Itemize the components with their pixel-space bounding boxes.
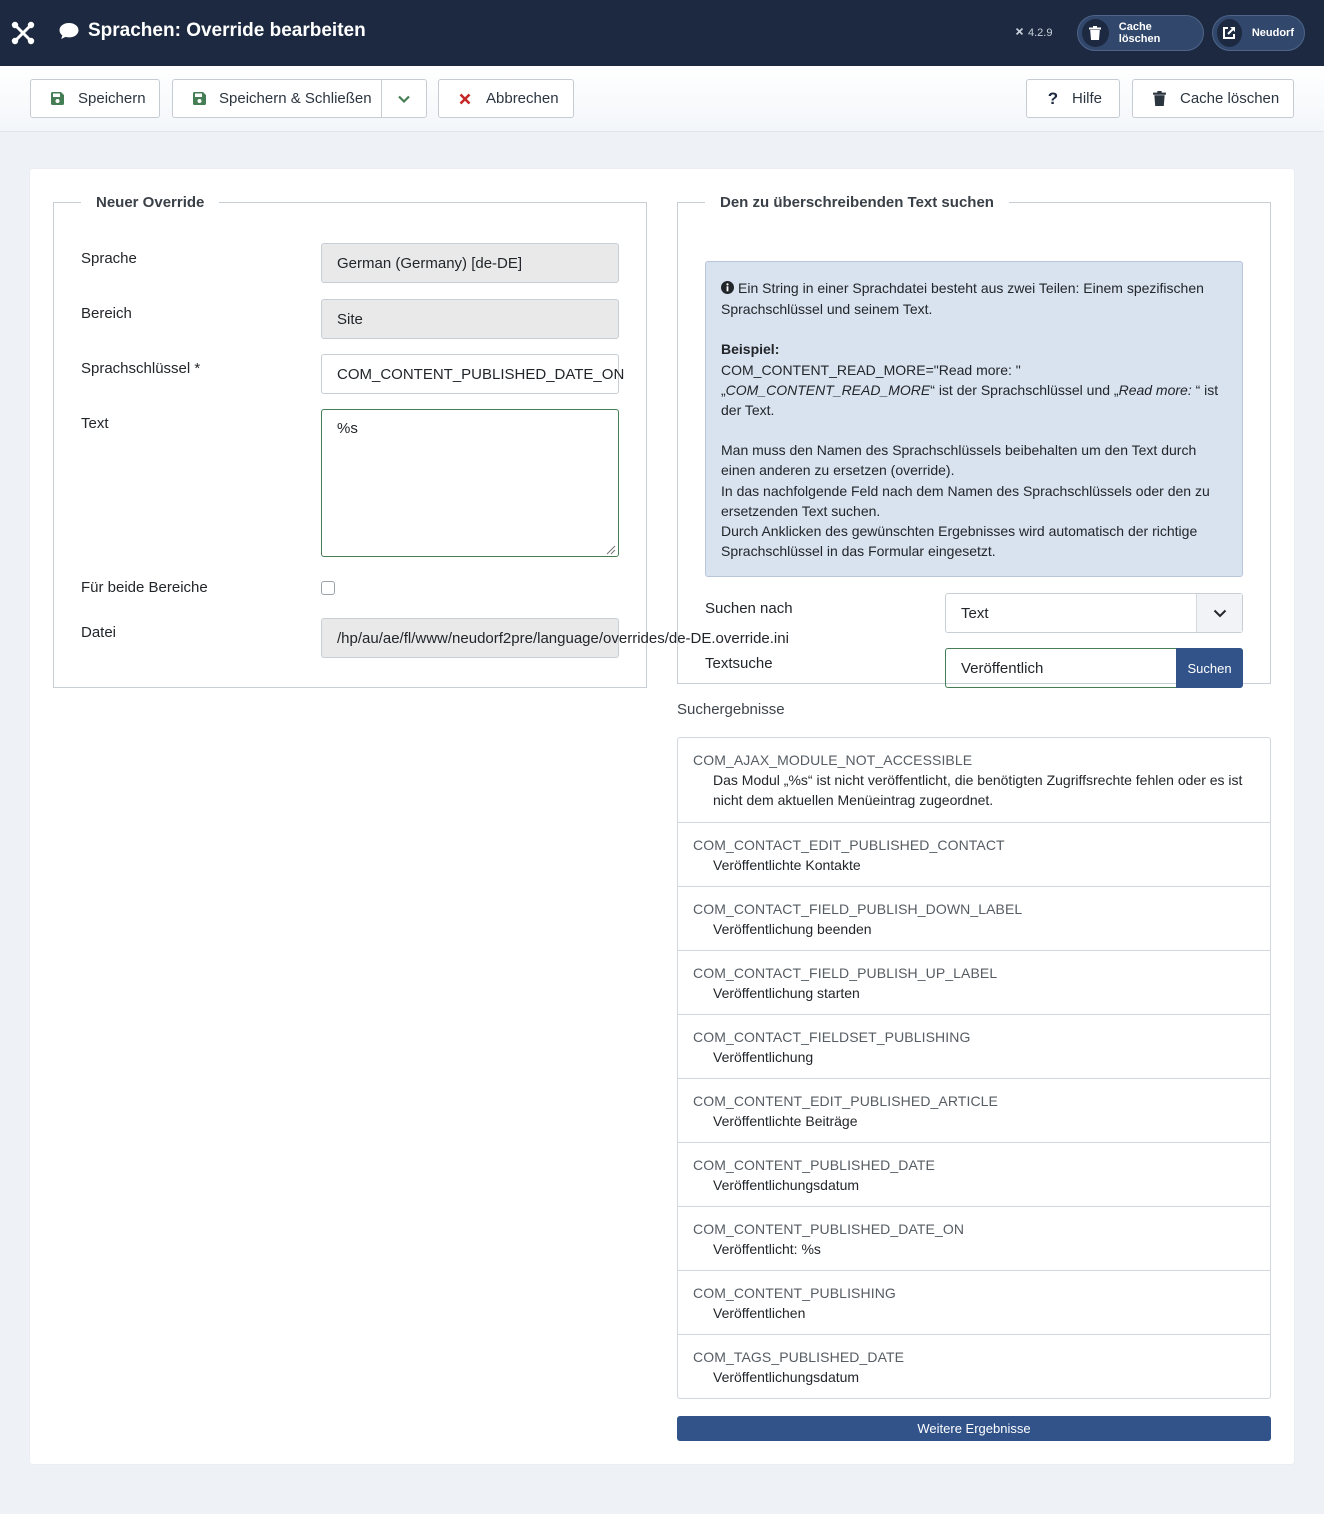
result-key: COM_CONTENT_PUBLISHED_DATE_ON — [693, 1221, 965, 1237]
text-label: Text — [81, 415, 109, 432]
chevron-down-icon — [1196, 594, 1242, 632]
result-text: Veröffentlichte Kontakte — [713, 857, 861, 873]
key-label: Sprachschlüssel * — [81, 360, 201, 377]
language-label: Sprache — [81, 250, 137, 267]
trash-icon — [1082, 19, 1109, 47]
page-title-text: Sprachen: Override bearbeiten — [88, 20, 366, 41]
result-text: Veröffentlicht: %s — [713, 1241, 821, 1257]
result-item[interactable] — [678, 951, 1270, 1015]
save-icon — [48, 90, 66, 108]
example-heading: Beispiel: — [721, 341, 780, 358]
header-site-label: Neudorf — [1251, 27, 1294, 39]
save-close-label: Speichern & Schließen — [219, 90, 372, 107]
results-list — [677, 737, 1271, 1399]
result-item[interactable] — [678, 738, 1270, 823]
search-button[interactable]: Suchen — [1176, 648, 1243, 688]
info-line3: In das nachfolgende Feld nach dem Namen des Sprachschlüssels oder den zu ersetzenden Text suchen. — [721, 482, 1210, 519]
text-value: %s — [337, 420, 358, 437]
result-key: COM_CONTACT_FIELDSET_PUBLISHING — [693, 1029, 971, 1045]
result-key: COM_CONTENT_PUBLISHED_DATE — [693, 1157, 935, 1173]
result-item[interactable] — [678, 1079, 1270, 1143]
info-line2: Man muss den Namen des Sprachschlüssels beibehalten um den Text durch einen anderen zu ersetzen (override). — [721, 442, 1197, 479]
file-field — [321, 618, 789, 658]
client-field — [321, 299, 619, 339]
help-button[interactable] — [1026, 79, 1120, 118]
info-box — [705, 261, 1243, 577]
page-title — [58, 20, 366, 42]
search-fieldset — [677, 194, 1271, 684]
trash-icon — [1150, 90, 1168, 108]
version-text: 4.2.9 — [1028, 27, 1053, 39]
result-item[interactable] — [678, 1335, 1270, 1398]
key-value: COM_CONTENT_PUBLISHED_DATE_ON — [337, 365, 625, 383]
result-item[interactable] — [678, 887, 1270, 951]
save-close-button[interactable] — [172, 79, 382, 118]
info-icon — [721, 279, 734, 299]
search-by-select[interactable] — [945, 593, 1243, 633]
result-key: COM_CONTENT_PUBLISHING — [693, 1285, 896, 1301]
save-dropdown-toggle[interactable] — [381, 79, 427, 118]
language-field — [321, 243, 619, 283]
cancel-label: Abbrechen — [486, 90, 559, 107]
app-header — [0, 0, 1324, 66]
result-item[interactable] — [678, 1143, 1270, 1207]
search-text-value: Veröffentlich — [961, 659, 1044, 677]
example-code: COM_CONTENT_READ_MORE="Read more: " — [721, 361, 1021, 378]
result-text: Veröffentlichen — [713, 1305, 806, 1321]
key-input[interactable] — [321, 354, 625, 394]
result-text: Veröffentlichungsdatum — [713, 1369, 860, 1385]
header-cache-label: Cache löschen — [1118, 21, 1161, 45]
search-by-label: Suchen nach — [705, 600, 793, 617]
result-text: Veröffentlichung — [713, 1049, 814, 1065]
search-legend: Den zu überschreibenden Text suchen — [705, 194, 1009, 211]
close-icon — [456, 90, 474, 108]
result-item[interactable] — [678, 1271, 1270, 1335]
search-text-input[interactable] — [945, 648, 1177, 688]
result-key: COM_CONTACT_FIELD_PUBLISH_DOWN_LABEL — [693, 901, 1023, 917]
example-mid: “ ist der Sprachschlüssel und „ — [930, 381, 1119, 398]
more-results-button[interactable]: Weitere Ergebnisse — [677, 1416, 1271, 1441]
result-key: COM_TAGS_PUBLISHED_DATE — [693, 1349, 905, 1365]
search-text-label: Textsuche — [705, 655, 773, 672]
override-legend: Neuer Override — [81, 194, 219, 211]
search-by-value: Text — [961, 604, 989, 622]
version-label — [1014, 26, 1052, 40]
language-value: German (Germany) [de-DE] — [337, 254, 523, 272]
client-value: Site — [337, 310, 363, 328]
client-label: Bereich — [81, 305, 132, 322]
result-text: Veröffentlichung beenden — [713, 921, 872, 937]
info-line4: Durch Anklicken des gewünschten Ergebnisses wird automatisch der richtige Sprachschlüssel in das Formular eingesetzt. — [721, 523, 1198, 560]
external-link-icon — [1217, 19, 1242, 47]
save-label: Speichern — [78, 90, 146, 107]
joomla-logo-icon[interactable] — [10, 20, 36, 46]
result-key: COM_CONTENT_EDIT_PUBLISHED_ARTICLE — [693, 1093, 998, 1109]
example-key: COM_CONTENT_READ_MORE — [725, 381, 931, 398]
result-item[interactable] — [678, 1015, 1270, 1079]
file-value: /hp/au/ae/fl/www/neudorf2pre/language/overrides/de-DE.override.ini — [337, 629, 789, 647]
example-end: “ ist der Text. — [721, 381, 1219, 419]
result-text: Veröffentlichung starten — [713, 985, 860, 1001]
both-label: Für beide Bereiche — [81, 579, 208, 596]
text-textarea[interactable] — [321, 409, 619, 557]
header-site-button[interactable] — [1212, 15, 1305, 51]
comment-icon — [58, 21, 80, 41]
result-key: COM_CONTACT_EDIT_PUBLISHED_CONTACT — [693, 837, 1005, 853]
clear-cache-button[interactable] — [1132, 79, 1294, 118]
both-checkbox[interactable] — [321, 581, 335, 595]
question-icon: ? — [1047, 88, 1059, 108]
result-text: Veröffentlichungsdatum — [713, 1177, 860, 1193]
result-item[interactable] — [678, 1207, 1270, 1271]
info-line1: Ein String in einer Sprachdatei besteht aus zwei Teilen: Einem spezifischen Sprachschlüssel und seinem Text. — [721, 280, 1204, 318]
toolbar — [0, 66, 1324, 132]
resize-handle-icon[interactable] — [604, 542, 616, 554]
result-text: Veröffentlichte Beiträge — [713, 1113, 858, 1129]
example-text: Read more: — [1118, 381, 1196, 398]
save-button[interactable] — [30, 79, 160, 118]
file-label: Datei — [81, 624, 117, 641]
result-key: COM_CONTACT_FIELD_PUBLISH_UP_LABEL — [693, 965, 998, 981]
example-quote-open: „ — [721, 381, 726, 398]
clear-cache-label: Cache löschen — [1180, 90, 1280, 107]
save-icon — [190, 90, 208, 108]
result-item[interactable] — [678, 823, 1270, 887]
result-key: COM_AJAX_MODULE_NOT_ACCESSIBLE — [693, 752, 973, 768]
cancel-button[interactable] — [438, 79, 574, 118]
result-text: Das Modul „%s“ ist nicht veröffentlicht, die benötigten Zugriffsrechte fehlen oder es ist nicht dem aktuellen Menüeintrag zugeordnet. — [713, 772, 1243, 809]
main-card — [30, 169, 1294, 1464]
chevron-down-icon — [395, 90, 413, 108]
joomla-small-icon — [1014, 26, 1025, 40]
results-title: Suchergebnisse — [677, 701, 785, 718]
help-label: Hilfe — [1072, 90, 1103, 107]
header-cache-button[interactable] — [1077, 15, 1204, 51]
